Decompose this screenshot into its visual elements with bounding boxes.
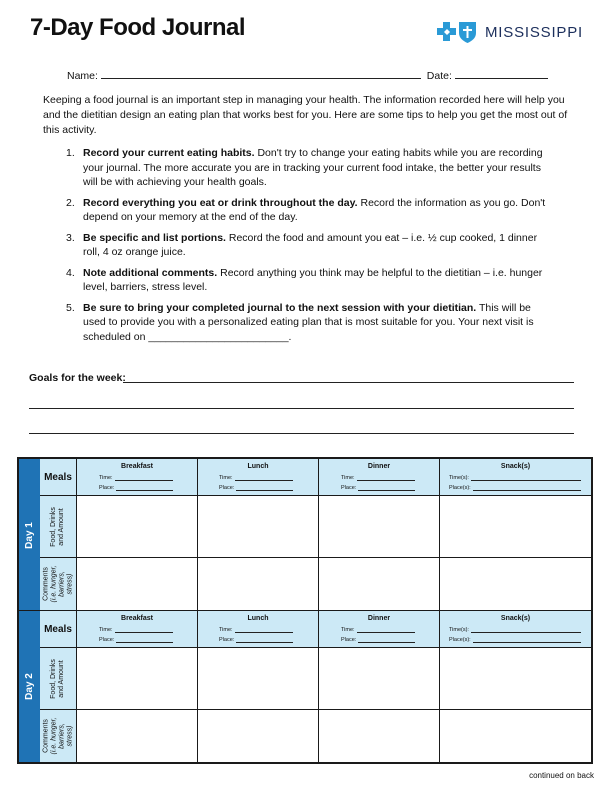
food-cell[interactable] <box>77 496 198 558</box>
food-cell[interactable] <box>319 496 440 558</box>
intro-paragraph: Keeping a food journal is an important step in managing your health. The information recorded here will help you and the dietitian design an eating plan that works best for you. Here are some tips to help you get the most out of this activity. <box>43 94 568 136</box>
food-drinks-label: Food, Drinks and Amount <box>50 658 65 699</box>
place-field[interactable]: Place: <box>219 485 293 491</box>
name-label: Name: <box>67 70 98 82</box>
comments-cell[interactable] <box>319 558 440 611</box>
food-drinks-label: Food, Drinks and Amount <box>50 506 65 547</box>
tip-item: 4. Note additional comments. Record anything you think may be helpful to the dietitian – i.e. hunger level, barriers, stress level. <box>66 266 543 293</box>
meals-label: Meals <box>44 623 72 635</box>
time-field[interactable]: Time: <box>341 627 415 633</box>
tip-item: 1. Record your current eating habits. Don't try to change your eating habits while you are recording your journal. The more accurate you are in tracking your current food intake, the better your results will be with achieving your health goals. <box>66 147 543 188</box>
meal-header-snacks <box>440 611 591 648</box>
goals-line[interactable] <box>29 433 574 434</box>
comments-cell[interactable] <box>319 710 440 762</box>
meal-header-snacks <box>440 459 591 496</box>
goals-line[interactable] <box>123 382 574 383</box>
comments-cell[interactable] <box>440 558 591 611</box>
goals-label: Goals for the week: <box>29 372 126 384</box>
day-band <box>19 611 41 762</box>
meal-name: Snack(s) <box>500 463 531 470</box>
food-cell[interactable] <box>319 648 440 710</box>
day-label: Day 2 <box>24 673 35 700</box>
meal-name: Dinner <box>367 615 391 622</box>
meal-header-dinner <box>319 611 440 648</box>
cross-shield-logo-icon <box>436 20 480 44</box>
continued-note: continued on back <box>529 771 594 780</box>
day-label: Day 1 <box>24 521 35 549</box>
meal-name: Breakfast <box>121 463 153 470</box>
time-field[interactable]: Time(s): <box>449 627 581 633</box>
food-cell[interactable] <box>198 496 319 558</box>
day-band <box>19 459 41 611</box>
comments-cell[interactable] <box>77 710 198 762</box>
tips-list <box>66 146 546 350</box>
comments-label-cell <box>40 558 77 611</box>
place-field[interactable]: Place: <box>99 485 173 491</box>
page-title: 7-Day Food Journal <box>30 14 246 41</box>
meal-name: Lunch <box>247 463 269 470</box>
time-field[interactable]: Time: <box>219 475 293 481</box>
time-field[interactable]: Time: <box>341 475 415 481</box>
day-divider <box>19 610 591 611</box>
food-cell[interactable] <box>440 496 591 558</box>
place-field[interactable]: Place: <box>219 637 293 643</box>
meals-label: Meals <box>44 471 72 483</box>
meals-label-cell <box>40 459 77 496</box>
time-field[interactable]: Time: <box>219 627 293 633</box>
meal-header-breakfast <box>77 611 198 648</box>
place-field[interactable]: Place: <box>341 485 415 491</box>
meal-header-breakfast <box>77 459 198 496</box>
time-field[interactable]: Time(s): <box>449 475 581 481</box>
comments-cell[interactable] <box>198 710 319 762</box>
logo-text: MISSISSIPPI <box>485 23 583 41</box>
meal-header-dinner <box>319 459 440 496</box>
meal-name: Snack(s) <box>500 615 531 622</box>
food-cell[interactable] <box>198 648 319 710</box>
meals-label-cell <box>40 611 77 648</box>
date-label: Date: <box>426 70 452 82</box>
time-field[interactable]: Time: <box>99 475 173 481</box>
comments-cell[interactable] <box>198 558 319 611</box>
meal-header-lunch <box>198 459 319 496</box>
place-field[interactable]: Place(s): <box>449 637 581 643</box>
tip-item: 2. Record everything you eat or drink throughout the day. Record the information as you go. Don't depend on your memory at the end of the day. <box>66 196 546 223</box>
date-field[interactable] <box>455 68 548 79</box>
name-field[interactable] <box>101 68 421 79</box>
place-field[interactable]: Place(s): <box>449 485 581 491</box>
time-field[interactable]: Time: <box>99 627 173 633</box>
comments-label: Comments (i.e. hunger, barriers, stress) <box>42 565 73 603</box>
food-label-cell <box>40 648 77 710</box>
journal-table <box>17 457 593 764</box>
meal-name: Dinner <box>367 463 391 470</box>
comments-cell[interactable] <box>77 558 198 611</box>
meal-name: Lunch <box>247 615 269 622</box>
place-field[interactable]: Place: <box>99 637 173 643</box>
meal-name: Breakfast <box>121 615 153 622</box>
comments-cell[interactable] <box>440 710 591 762</box>
food-cell[interactable] <box>440 648 591 710</box>
name-date-row <box>67 68 548 82</box>
goals-line[interactable] <box>29 408 574 409</box>
comments-label-cell <box>40 710 77 762</box>
food-label-cell <box>40 496 77 558</box>
food-cell[interactable] <box>77 648 198 710</box>
tip-item: 3. Be specific and list portions. Record the food and amount you eat – i.e. ½ cup cooked, 1 dinner roll, 4 oz orange juice. <box>66 231 538 258</box>
tip-item: 5. Be sure to bring your completed journal to the next session with your dietitian. This will be used to provide you with a personalized eating plan that is most suitable for you. Your next visit is scheduled on ________________________. <box>66 301 534 343</box>
meal-header-lunch <box>198 611 319 648</box>
logo <box>436 20 583 44</box>
comments-label: Comments (i.e. hunger, barriers, stress) <box>42 717 73 755</box>
place-field[interactable]: Place: <box>341 637 415 643</box>
